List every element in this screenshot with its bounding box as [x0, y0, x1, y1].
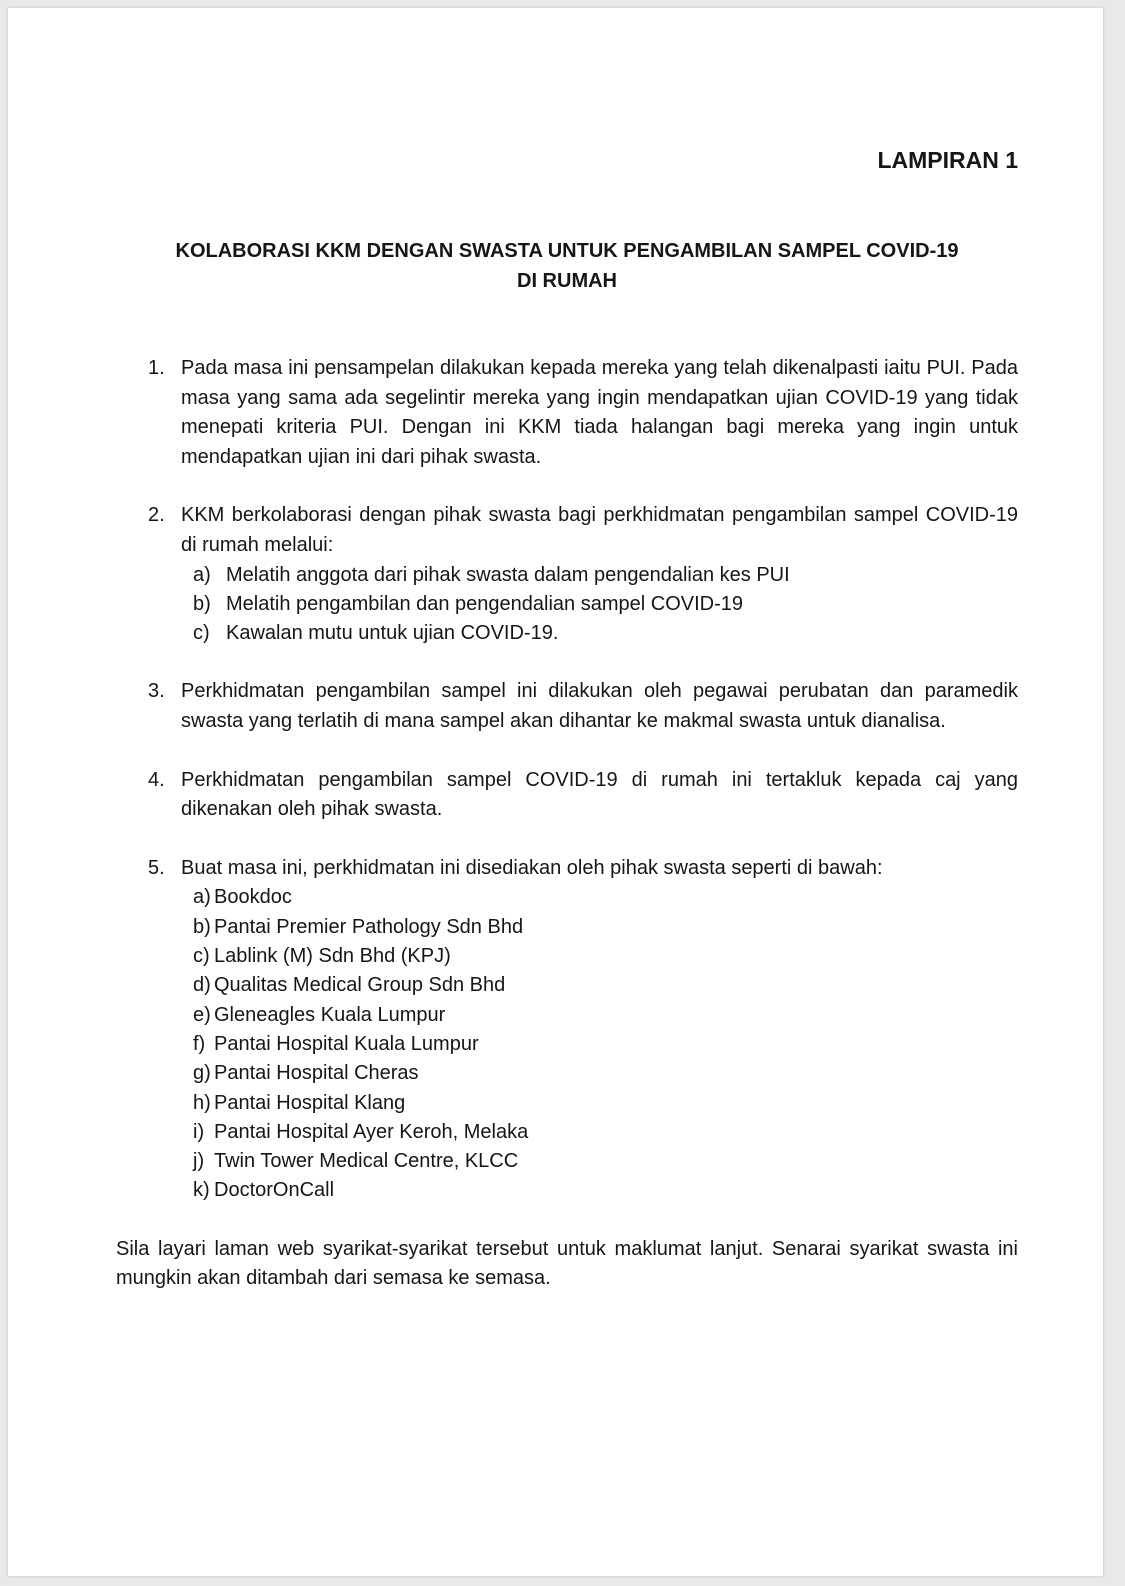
provider-letter: i) [193, 1120, 205, 1143]
title-line-2: DI RUMAH [517, 270, 617, 292]
document-title [116, 236, 1018, 296]
provider-letter: d) [193, 974, 211, 997]
title-line-1: KOLABORASI KKM DENGAN SWASTA UNTUK PENGAMBILAN SAMPEL COVID-19 [175, 240, 959, 262]
provider-item [181, 913, 1018, 942]
provider-name: Twin Tower Medical Centre, KLCC [214, 1150, 519, 1173]
document-content [116, 146, 1018, 1294]
provider-letter: a) [193, 886, 211, 909]
provider-name: Bookdoc [214, 886, 292, 909]
provider-letter: f) [193, 1032, 206, 1055]
document-page [8, 8, 1103, 1576]
provider-name: Pantai Hospital Ayer Keroh, Melaka [214, 1120, 529, 1143]
provider-item [181, 883, 1018, 912]
provider-list [181, 883, 1018, 1205]
point-number: 5. [148, 856, 165, 879]
sub-item [181, 561, 1018, 590]
numbered-points [116, 354, 1018, 1206]
sub-item [181, 619, 1018, 648]
provider-name: Qualitas Medical Group Sdn Bhd [214, 974, 506, 997]
closing-paragraph: Sila layari laman web syarikat-syarikat tersebut untuk maklumat lanjut. Senarai syarikat swasta ini mungkin akan ditambah dari semasa ke semasa. [116, 1237, 1018, 1290]
provider-name: Lablink (M) Sdn Bhd (KPJ) [214, 945, 451, 968]
point-number: 1. [148, 357, 165, 379]
provider-letter: k) [193, 1179, 210, 1202]
sub-item-letter: a) [193, 563, 211, 586]
provider-item [181, 1030, 1018, 1059]
provider-letter: b) [193, 915, 211, 938]
sub-item-text: Kawalan mutu untuk ujian COVID-19. [226, 622, 559, 645]
sub-item [181, 590, 1018, 619]
provider-item [181, 1001, 1018, 1030]
point-text: Pada masa ini pensampelan dilakukan kepada mereka yang telah dikenalpasti iaitu PUI. Pada masa yang sama ada segelintir mereka yang ingin mendapatkan ujian COVID-19 yang tidak menepati kriteria PUI. Dengan ini KKM tiada halangan bagi mereka yang ingin untuk mendapatkan ujian ini dari pihak swasta. [181, 357, 1018, 468]
sub-list [181, 561, 1018, 649]
provider-name: Pantai Premier Pathology Sdn Bhd [214, 915, 524, 938]
provider-name: Pantai Hospital Kuala Lumpur [214, 1032, 479, 1055]
point-number: 4. [148, 768, 165, 791]
sub-item-letter: c) [193, 622, 210, 645]
point-1 [116, 354, 1018, 472]
provider-item [181, 1147, 1018, 1176]
provider-letter: j) [193, 1150, 205, 1173]
provider-name: DoctorOnCall [214, 1179, 335, 1202]
point-number: 3. [148, 680, 165, 703]
provider-item [181, 942, 1018, 971]
provider-name: Pantai Hospital Cheras [214, 1062, 419, 1085]
point-5 [116, 854, 1018, 1206]
provider-letter: g) [193, 1062, 211, 1085]
point-2 [116, 501, 1018, 648]
sub-item-letter: b) [193, 592, 211, 615]
provider-name: Gleneagles Kuala Lumpur [214, 1003, 446, 1026]
appendix-label: LAMPIRAN 1 [877, 147, 1018, 173]
provider-item [181, 1059, 1018, 1088]
point-text: KKM berkolaborasi dengan pihak swasta bagi perkhidmatan pengambilan sampel COVID-19 di rumah melalui: [181, 504, 1018, 556]
provider-letter: e) [193, 1003, 211, 1026]
point-4 [116, 766, 1018, 825]
point-number: 2. [148, 504, 165, 527]
point-text: Perkhidmatan pengambilan sampel ini dilakukan oleh pegawai perubatan dan paramedik swasta yang terlatih di mana sampel akan dihantar ke makmal swasta untuk dianalisa. [181, 680, 1018, 733]
point-3 [116, 677, 1018, 736]
provider-item [181, 1176, 1018, 1205]
provider-item [181, 1089, 1018, 1118]
provider-item [181, 1118, 1018, 1147]
provider-item [181, 971, 1018, 1000]
provider-letter: c) [193, 945, 210, 968]
point-text: Buat masa ini, perkhidmatan ini disediakan oleh pihak swasta seperti di bawah: [181, 856, 883, 879]
sub-item-text: Melatih anggota dari pihak swasta dalam pengendalian kes PUI [226, 563, 790, 586]
sub-item-text: Melatih pengambilan dan pengendalian sampel COVID-19 [226, 592, 743, 615]
provider-letter: h) [193, 1091, 211, 1114]
provider-name: Pantai Hospital Klang [214, 1091, 406, 1114]
point-text: Perkhidmatan pengambilan sampel COVID-19 di rumah ini tertakluk kepada caj yang dikenakan oleh pihak swasta. [181, 768, 1018, 821]
